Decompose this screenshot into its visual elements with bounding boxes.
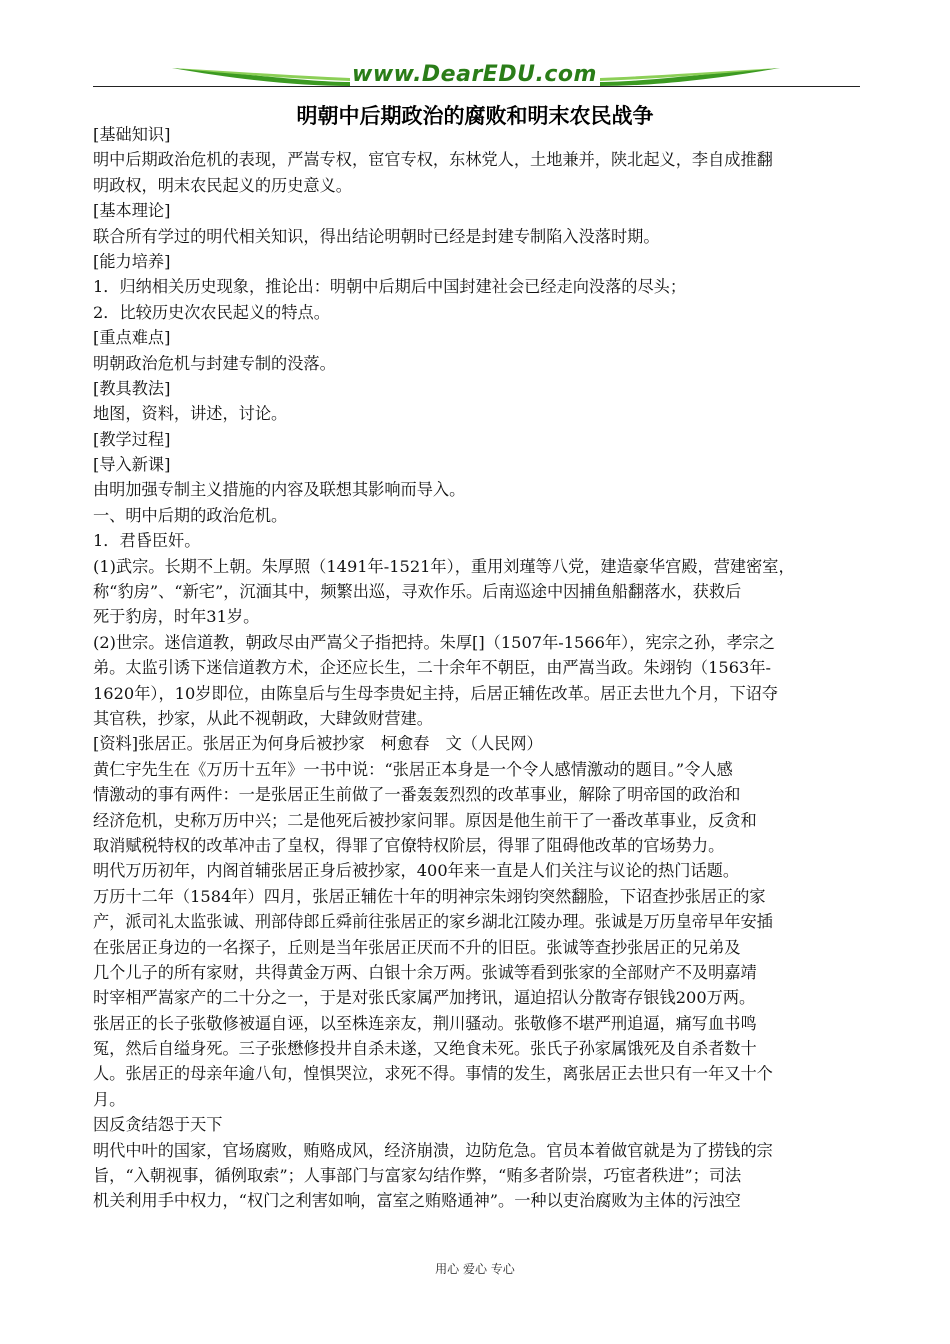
text-line: [基本理论]: [93, 201, 171, 221]
text-line: 机关利用手中权力，“权门之利害如响，富室之贿赂通神”。一种以吏治腐败为主体的污浊空: [93, 1191, 741, 1211]
text-line: 一、明中后期的政治危机。: [93, 505, 288, 525]
text-line: 明政权，明末农民起义的历史意义。: [93, 175, 352, 195]
text-line: [教学过程]: [93, 429, 171, 449]
site-header-banner: [0, 52, 950, 96]
text-line: (1)武宗。长期不上朝。朱厚照（1491年-1521年），重用刘瑾等八党，建造豪华宫殿，营建密室，: [93, 556, 795, 576]
text-line: 黄仁宇先生在《万历十五年》一书中说：“张居正本身是一个令人感情激动的题目。”令人感: [93, 759, 733, 779]
text-line: 冤，然后自缢身死。三子张懋修投井自杀未遂，又绝食未死。张氏子孙家属饿死及自杀者数十: [93, 1039, 757, 1059]
text-line: 地图，资料，讲述，讨论。: [93, 404, 288, 424]
site-logo-text[interactable]: www.DearEDU.com: [352, 62, 597, 87]
text-line: 张居正的长子张敬修被逼自诬，以至株连亲友，荆川骚动。张敬修不堪严刑追逼，痛写血书鸣: [93, 1013, 757, 1033]
text-line: [导入新课]: [93, 455, 171, 475]
text-line: 人。张居正的母亲年逾八旬，惶惧哭泣，求死不得。事情的发生，离张居正去世只有一年又十个: [93, 1064, 773, 1084]
text-line: 取消赋税特权的改革冲击了皇权，得罪了官僚特权阶层，得罪了阻碍他改革的官场势力。: [93, 835, 725, 855]
text-line: 情激动的事有两件：一是张居正生前做了一番轰轰烈烈的改革事业，解除了明帝国的政治和: [93, 785, 741, 805]
text-line: [资料]张居正。张居正为何身后被抄家 柯愈春 文（人民网）: [93, 734, 543, 754]
page-footer: 用心 爱心 专心: [435, 1262, 515, 1276]
header-divider: [93, 86, 860, 87]
text-line: 联合所有学过的明代相关知识，得出结论明朝时已经是封建专制陷入没落时期。: [93, 226, 660, 246]
text-line: 经济危机，史称万历中兴；二是他死后被抄家问罪。原因是他生前干了一番改革事业，反贪和: [93, 810, 757, 830]
text-line: 1．归纳相关历史现象，推论出：明朝中后期后中国封建社会已经走向没落的尽头；: [93, 277, 687, 297]
text-line: 明代中叶的国家，官场腐败，贿赂成风，经济崩溃，边防危急。官员本着做官就是为了捞钱的宗: [93, 1140, 773, 1160]
text-line: 因反贪结怨于天下: [93, 1115, 223, 1135]
text-line: 万历十二年（1584年）四月，张居正辅佐十年的明神宗朱翊钧突然翻脸，下诏查抄张居正的家: [93, 886, 766, 906]
text-line: [教具教法]: [93, 378, 171, 398]
text-line: [重点难点]: [93, 328, 171, 348]
text-line: 其官秩，抄家，从此不视朝政，大肆敛财营建。: [93, 708, 433, 728]
document-body: [93, 122, 863, 1214]
text-line: 2．比较历史次农民起义的特点。: [93, 302, 330, 322]
text-line: 明中后期政治危机的表现，严嵩专权，宦官专权，东林党人，土地兼并，陕北起义，李自成推翻: [93, 150, 773, 170]
text-line: 几个儿子的所有家财，共得黄金万两、白银十余万两。张诚等看到张家的全部财产不及明嘉靖: [93, 962, 757, 982]
text-line: 弟。太监引诱下迷信道教方术，企还应长生，二十余年不朝臣，由严嵩当政。朱翊钧（1563年-: [93, 658, 771, 678]
text-line: 在张居正身边的一名探子，丘则是当年张居正厌而不升的旧臣。张诚等查抄张居正的兄弟及: [93, 937, 741, 957]
text-line: 时宰相严嵩家产的二十分之一，于是对张氏家属严加拷讯，逼迫招认分散寄存银钱200万两。: [93, 988, 756, 1008]
text-line: 月。: [93, 1089, 126, 1109]
text-line: 称“豹房”、“新宅”，沉湎其中，频繁出巡，寻欢作乐。后南巡途中因捕鱼船翻落水，获救后: [93, 582, 742, 602]
text-line: [基础知识]: [93, 125, 171, 144]
text-line: [能力培养]: [93, 251, 171, 271]
text-line: 死于豹房，时年31岁。: [93, 607, 260, 627]
text-line: 旨，“入朝视事，循例取索”；人事部门与富家勾结作弊，“贿多者阶崇，巧宦者秩进”；司法: [93, 1166, 742, 1186]
page-title: 明朝中后期政治的腐败和明末农民战争: [296, 104, 654, 128]
text-line: 明朝政治危机与封建专制的没落。: [93, 353, 336, 373]
text-line: 由明加强专制主义措施的内容及联想其影响而导入。: [93, 480, 466, 500]
text-line: 1620年），10岁即位，由陈皇后与生母李贵妃主持，后居正辅佐改革。居正去世九个月，下诏夺: [93, 683, 779, 703]
text-line: (2)世宗。迷信道教，朝政尽由严嵩父子指把持。朱厚[]（1507年-1566年），宪宗之孙，孝宗之: [93, 632, 775, 652]
text-line: 产，派司礼太监张诚、刑部侍郎丘舜前往张居正的家乡湖北江陵办理。张诚是万历皇帝早年安插: [93, 912, 773, 932]
text-line: 明代万历初年，内阁首辅张居正身后被抄家，400年来一直是人们关注与议论的热门话题。: [93, 861, 740, 881]
text-line: 1．君昏臣奸。: [93, 531, 201, 551]
